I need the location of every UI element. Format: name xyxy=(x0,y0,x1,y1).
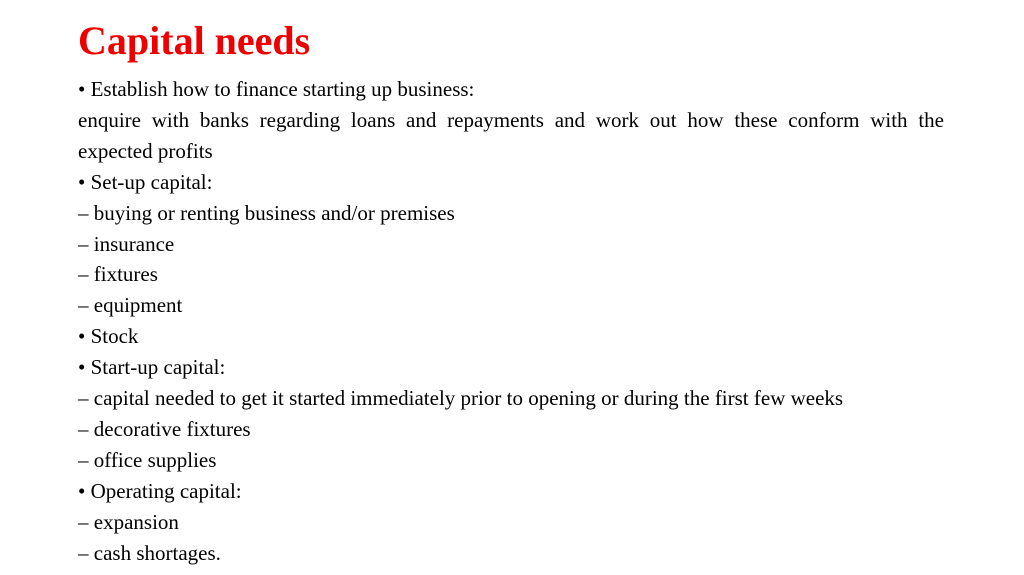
bullet-finance: • Establish how to finance starting up business: xyxy=(78,77,475,101)
slide-title: Capital needs xyxy=(78,18,311,63)
startup-item-capital-needed: – capital needed to get it started immediately prior to opening or during the first few weeks xyxy=(78,386,844,411)
startup-item-decorative-fixtures: – decorative fixtures xyxy=(78,416,251,441)
operating-item-expansion: – expansion xyxy=(78,509,179,534)
operating-item-cash-shortages: – cash shortages. xyxy=(78,540,221,565)
setup-item-insurance: – insurance xyxy=(78,231,175,256)
startup-item-office-supplies: – office supplies xyxy=(78,447,217,472)
bullet-operating-capital: • Operating capital: xyxy=(78,478,242,503)
setup-item-fixtures: – fixtures xyxy=(78,262,158,287)
finance-description: enquire with banks regarding loans and repayments and work out how these conform with the expected profits xyxy=(78,107,944,163)
bullet-stock: • Stock xyxy=(78,324,139,349)
slide-body xyxy=(78,74,944,569)
setup-item-premises: – buying or renting business and/or premises xyxy=(78,200,455,225)
setup-item-equipment: – equipment xyxy=(78,293,183,318)
bullet-setup-capital: • Set-up capital: xyxy=(78,169,213,194)
bullet-startup-capital: • Start-up capital: xyxy=(78,355,226,380)
